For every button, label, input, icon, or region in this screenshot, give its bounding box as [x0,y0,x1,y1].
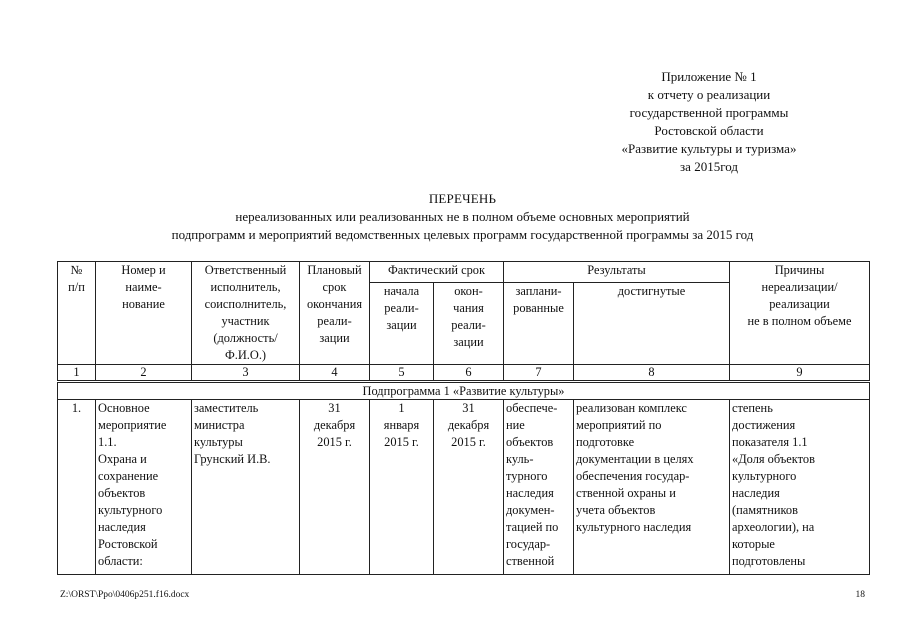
column-number: 1 [58,365,96,382]
title-line-1: нереализованных или реализованных не в полном объеме основных мероприятий [235,209,690,224]
header-row [58,262,870,283]
row-actual-start: 1 января 2015 г. [370,400,434,575]
column-number: 2 [96,365,192,382]
header-reasons: Причины нереализации/ реализации не в полном объеме [730,262,870,365]
title-heading: ПЕРЕЧЕНЬ [428,191,497,206]
header-planned: Плановый срок окончания реали- зации [300,262,370,365]
row-results-planned: обеспече- ние объектов куль- турного наследия докумен- тацией по государ- ственной [504,400,574,575]
table-row [58,400,870,575]
appendix-line: «Развитие культуры и туризма» [621,141,797,156]
header-name: Номер и наиме- нование [96,262,192,365]
document-title [60,190,865,244]
measures-table [57,261,870,575]
column-number: 7 [504,365,574,382]
appendix-line: Ростовской области [654,123,764,138]
row-actual-end: 31 декабря 2015 г. [434,400,504,575]
column-number: 3 [192,365,300,382]
appendix-line: Приложение № 1 [661,69,757,84]
header-results-planned: заплани- рованные [504,283,574,365]
row-num: 1. [58,400,96,575]
row-reasons: степень достижения показателя 1.1 «Доля объектов культурного наследия (памятников археологии), на которые подготовлены [730,400,870,575]
column-number: 5 [370,365,434,382]
header-num: № п/п [58,262,96,365]
appendix-line: государственной программы [629,105,789,120]
header-results: Результаты [504,262,730,283]
column-number: 6 [434,365,504,382]
footer-page-number: 18 [855,590,865,600]
footer-file-path: Z:\ORST\Ppo\0406p251.f16.docx [60,590,190,600]
title-line-2: подпрограмм и мероприятий ведомственных целевых программ государственной программы за 2015 год [171,227,754,242]
subprogram-title: Подпрограмма 1 «Развитие культуры» [58,382,870,400]
column-number: 4 [300,365,370,382]
header-executor: Ответственный исполнитель, соисполнитель, участник (должность/ Ф.И.О.) [192,262,300,365]
column-number: 9 [730,365,870,382]
header-actual-end: окон- чания реали- зации [434,283,504,365]
appendix-line: к отчету о реализации [647,87,771,102]
subprogram-row [58,382,870,400]
row-executor: заместитель министра культуры Грунский И.В. [192,400,300,575]
column-number: 8 [574,365,730,382]
header-actual-start: начала реали- зации [370,283,434,365]
appendix-line: за 2015год [680,159,738,174]
row-planned: 31 декабря 2015 г. [300,400,370,575]
header-results-achieved: достигнутые [574,283,730,365]
row-results-achieved: реализован комплекс мероприятий по подготовке документации в целях обеспечения государ- ственной охраны и учета объектов культурного наследия [574,400,730,575]
header-actual: Фактический срок [370,262,504,283]
appendix-note [559,68,859,176]
column-number-row [58,365,870,382]
row-name: Основное мероприятие 1.1. Охрана и сохранение объектов культурного наследия Ростовской области: [96,400,192,575]
